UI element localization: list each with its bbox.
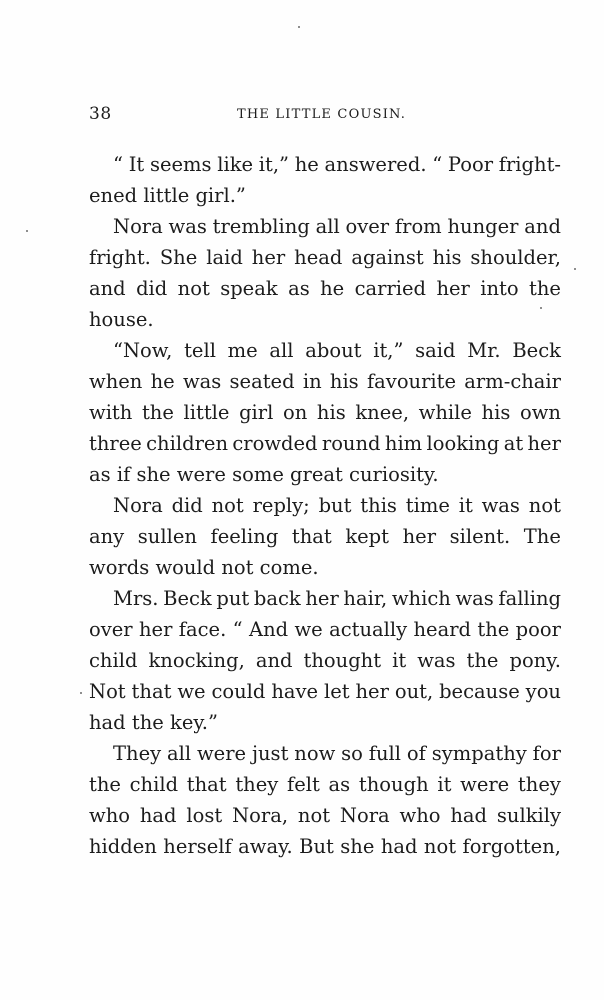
text-line: Nora was trembling all over from hunger and — [113, 215, 561, 238]
text-line: and did not speak as he carried her into the — [89, 277, 561, 300]
text-line: any sullen feeling that kept her silent. The — [89, 525, 561, 548]
text-line: fright. She laid her head against his shoulder, — [89, 246, 561, 269]
text-line: as if she were some great curiosity. — [89, 463, 439, 486]
text-line: house. — [89, 308, 154, 331]
scan-speck — [80, 692, 82, 694]
text-line: three children crowded round him looking at her — [89, 432, 561, 455]
scan-speck — [540, 307, 542, 309]
text-line: had the key.” — [89, 711, 218, 734]
text-line: Nora did not reply; but this time it was not — [113, 494, 561, 517]
text-line: who had lost Nora, not Nora who had sulkily — [89, 804, 561, 827]
text-line: the child that they felt as though it were they — [89, 773, 561, 796]
text-line: “Now, tell me all about it,” said Mr. Beck — [113, 339, 561, 362]
body-text — [89, 149, 561, 862]
text-line: over her face. “ And we actually heard the poor — [89, 618, 561, 641]
running-head: THE LITTLE COUSIN. — [237, 107, 407, 122]
scan-speck — [298, 26, 300, 28]
text-line: ened little girl.” — [89, 184, 246, 207]
text-line: with the little girl on his knee, while his own — [89, 401, 561, 424]
scan-speck — [574, 268, 576, 270]
text-line: child knocking, and thought it was the pony. — [89, 649, 561, 672]
text-line: hidden herself away. But she had not forgotten, — [89, 835, 561, 858]
scan-speck — [26, 230, 28, 232]
text-line: They all were just now so full of sympathy for — [113, 742, 561, 765]
page-header — [89, 104, 561, 126]
text-line: when he was seated in his favourite arm-chair — [89, 370, 561, 393]
text-line: Not that we could have let her out, because you — [89, 680, 561, 703]
text-line: words would not come. — [89, 556, 319, 579]
text-line: “ It seems like it,” he answered. “ Poor fright- — [113, 153, 561, 176]
page-number: 38 — [89, 104, 112, 124]
text-line: Mrs. Beck put back her hair, which was falling — [113, 587, 561, 610]
